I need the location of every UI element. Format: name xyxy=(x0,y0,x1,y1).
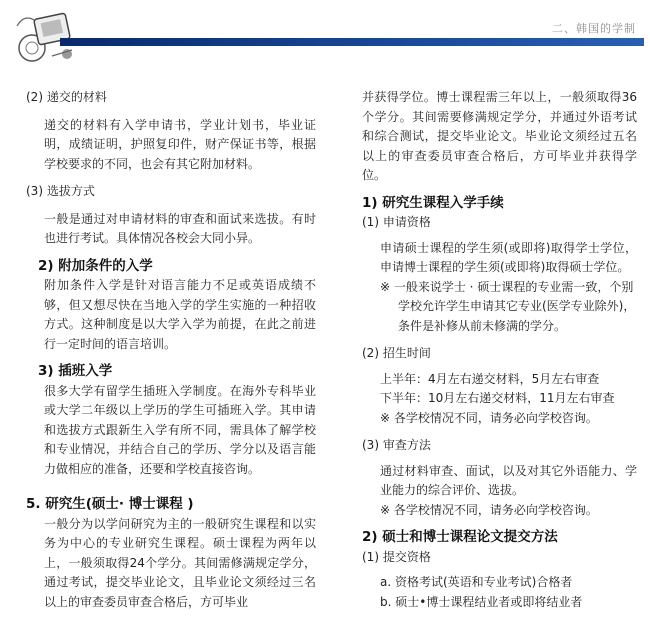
subsection-title: (2) 招生时间 xyxy=(362,346,431,360)
note: ※ 各学校情况不同，请务必向学校咨询。 xyxy=(380,410,598,425)
paragraph: 申请硕士课程的学生须(或即将)取得学士学位，申请博士课程的学生须(或即将)取得硕士学位。 xyxy=(380,240,637,274)
paragraph: 附加条件入学是针对语言能力不足或英语成绩不够，但又想尽快在当地入学的学生实施的一种招收方式。这种制度是以大学入学为前提，在此之前进行一定时间的语言培训。 xyxy=(44,278,316,351)
list-item: b. 硕士•博士课程结业者或即将结业者 xyxy=(380,594,583,609)
paragraph: 通过材料审查、面试，以及对其它外语能力、学业能力的综合评价、选拔。 xyxy=(380,463,637,497)
chapter-heading: 5. 研究生(硕士· 博士课程 ) xyxy=(26,496,194,512)
subsection-title: (3) 选拔方式 xyxy=(26,184,95,198)
decorative-clipart-icon xyxy=(12,6,82,66)
section-title: 二、韩国的学制 xyxy=(552,22,636,35)
page-header xyxy=(0,0,650,70)
subsection-title: (1) 提交资格 xyxy=(362,549,431,564)
section-heading: 2) 附加条件的入学 xyxy=(38,257,153,274)
subsection-title: (2) 递交的材料 xyxy=(26,90,107,104)
section-heading: 2) 硕士和博士课程论文提交方法 xyxy=(362,529,558,545)
paragraph: 一般分为以学问研究为主的一般研究生课程和以实务为中心的专业研究生课程。硕士课程为两年以上，一般须取得24个学分。其间需修满规定学分，通过考试，提交毕业论文，且毕业论文须经过三名以上的审查委员审查合格后，方可毕业 xyxy=(44,516,316,609)
schedule-line: 下半年：10月左右递交材料，11月左右审查 xyxy=(380,391,615,405)
header-bar xyxy=(60,38,644,46)
list-item: a. 资格考试(英语和专业考试)合格者 xyxy=(380,575,573,589)
paragraph: 递交的材料有入学申请书，学业计划书，毕业证明，成绩证明，护照复印件，财产保证书等，根据学校要求的不同，也会有其它附加材料。 xyxy=(44,117,316,171)
note: ※ 各学校情况不同，请务必向学校咨询。 xyxy=(380,502,598,517)
right-column xyxy=(362,88,637,612)
paragraph: 很多大学有留学生插班入学制度。在海外专科毕业或大学二年级以上学历的学生可插班入学。其申请和选拔方式跟新生入学有所不同，需具体了解学校和专业情况，并结合自己的学历、学分以及语言能力做相应的准备，还要和学校直接咨询。 xyxy=(44,383,316,476)
paragraph: 一般是通过对申请材料的审查和面试来选拔。有时也进行考试。具体情况各校会大同小异。 xyxy=(44,211,316,245)
subsection-title: (3) 审查方法 xyxy=(362,438,431,452)
schedule-line: 上半年：4月左右递交材料，5月左右审查 xyxy=(380,371,600,386)
left-column xyxy=(26,88,316,612)
subsection-title: (1) 申请资格 xyxy=(362,215,431,229)
section-heading: 1) 研究生课程入学手续 xyxy=(362,194,504,211)
section-heading: 3) 插班入学 xyxy=(38,363,113,379)
paragraph: 并获得学位。博士课程需三年以上，一般须取得36个学分。其间需要修满规定学分，并通过外语考试和综合测试，提交毕业论文。毕业论文须经过五名以上的审查委员审查合格后，方可毕业并获得学位。 xyxy=(362,90,637,182)
note: ※ 一般来说学士 · 硕士课程的专业需一致，个别学校允许学生申请其它专业(医学专业除外)，条件是补修从前未修满的学分。 xyxy=(380,279,636,333)
